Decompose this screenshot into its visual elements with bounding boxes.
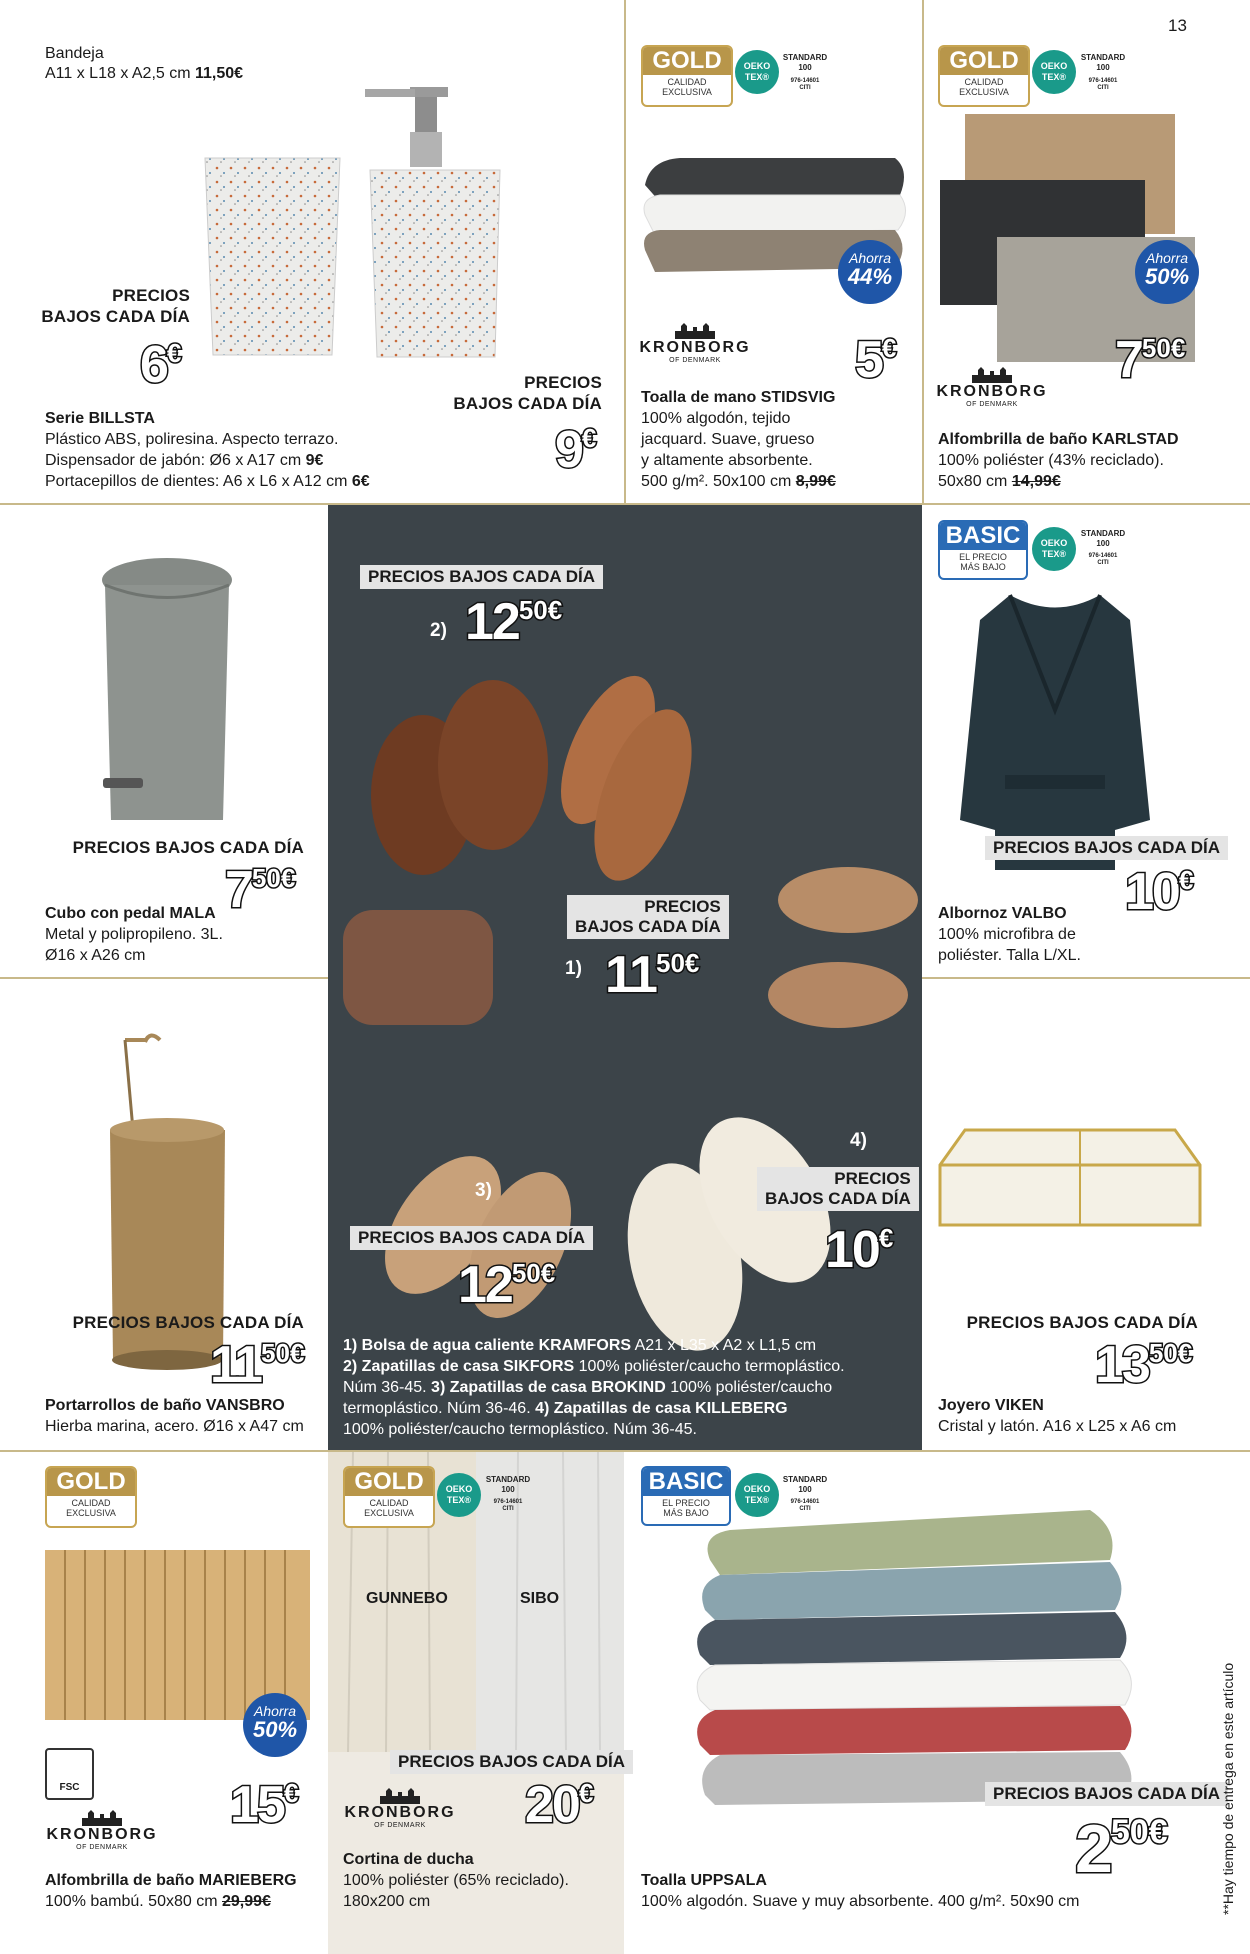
savings-badge: Ahorra 50%: [1135, 240, 1199, 304]
oeko-code-label: 976-14601 CITI: [493, 1499, 523, 1512]
divider: [624, 0, 626, 503]
everyday-low-price-label: PRECIOS BAJOS CADA DÍA: [41, 286, 190, 326]
castle-icon: [380, 1788, 420, 1804]
everyday-low-price-label: PRECIOS BAJOS CADA DÍA: [453, 373, 602, 413]
product-title: Toalla de mano STIDSVIG: [641, 389, 836, 406]
product-desc: 500 g/m². 50x100 cm 8,99€: [641, 473, 836, 490]
product-desc: 100% bambú. 50x80 cm 29,99€: [45, 1893, 271, 1910]
price-tag: $13^{50€}$: [1095, 1336, 1193, 1394]
product-title: Joyero VIKEN: [938, 1397, 1044, 1414]
gold-quality-badge: GOLD CALIDAD EXCLUSIVA: [45, 1466, 137, 1528]
item-number-label: 2): [430, 620, 447, 641]
oeko-standard-label: STANDARD 100: [485, 1475, 531, 1494]
oeko-standard-label: STANDARD 100: [782, 1475, 828, 1494]
oeko-tex-icon: OEKO TEX®: [1032, 50, 1076, 94]
oeko-code-label: 976-14601 CITI: [1088, 78, 1118, 91]
castle-icon: [675, 323, 715, 339]
kronborg-logo: KRONBORG OF DENMARK: [635, 323, 755, 364]
jewelry-box-image: [935, 1125, 1205, 1235]
price-tag: 6€: [140, 336, 182, 394]
castle-icon: [972, 367, 1012, 383]
product-title: Cortina de ducha: [343, 1851, 474, 1868]
price-tag: 5€: [855, 331, 897, 389]
oeko-code-label: 976-14601 CITI: [1088, 553, 1118, 566]
price-tag: 10€: [825, 1221, 894, 1279]
product-title: Alfombrilla de baño KARLSTAD: [938, 431, 1179, 448]
divider: [0, 1450, 1250, 1452]
price-tag: 9€: [555, 421, 597, 479]
item-number-label: 3): [475, 1180, 492, 1201]
product-title: Portarrollos de baño VANSBRO: [45, 1397, 285, 1414]
oeko-standard-label: STANDARD 100: [1080, 53, 1126, 72]
everyday-low-price-label: PRECIOS BAJOS CADA DÍA: [360, 565, 603, 589]
product-desc: Metal y polipropileno. 3L. Ø16 x A26 cm: [45, 926, 223, 964]
price-tag: $2^{50€}$: [1075, 1811, 1168, 1887]
everyday-low-price-label: PRECIOS BAJOS CADA DÍA: [985, 836, 1228, 860]
soap-dispenser-image: [365, 85, 505, 360]
divider: [922, 0, 924, 503]
product-desc: 100% algodón. Suave y muy absorbente. 400 g/m². 50x90 cm: [641, 1893, 1080, 1910]
towels-stack-image: [690, 1500, 1140, 1830]
everyday-low-price-label: PRECIOS BAJOS CADA DÍA: [567, 895, 729, 939]
product-desc: Portacepillos de dientes: A6 x L6 x A12 cm 6€: [45, 473, 370, 490]
everyday-low-price-label: PRECIOS BAJOS CADA DÍA: [757, 1167, 919, 1211]
product-desc: 100% poliéster (65% reciclado). 180x200 cm: [343, 1872, 569, 1910]
divider: [0, 977, 328, 979]
oeko-tex-icon: OEKO TEX®: [735, 1473, 779, 1517]
gold-quality-badge: GOLD CALIDAD EXCLUSIVA: [641, 45, 733, 107]
kronborg-logo: KRONBORG OF DENMARK: [932, 367, 1052, 408]
oeko-standard-label: STANDARD 100: [1080, 529, 1126, 548]
everyday-low-price-label: PRECIOS BAJOS CADA DÍA: [985, 1782, 1228, 1806]
item-number-label: 4): [850, 1130, 867, 1151]
product-desc: 100% poliéster (43% reciclado).: [938, 452, 1164, 469]
page-number: 13: [1168, 16, 1187, 35]
basic-price-badge: BASIC EL PRECIO MÁS BAJO: [938, 520, 1028, 580]
product-desc: 100% microfibra de poliéster. Talla L/XL.: [938, 926, 1081, 964]
product-desc: 100% algodón, tejido jacquard. Suave, grueso y altamente absorbente.: [641, 410, 815, 469]
terrazzo-tumbler-image: [200, 150, 345, 360]
curtain-name-label: GUNNEBO: [366, 1590, 448, 1607]
savings-badge: Ahorra 44%: [838, 240, 902, 304]
oeko-standard-label: STANDARD 100: [782, 53, 828, 72]
curtain-name-label: SIBO: [520, 1590, 560, 1607]
price-tag: 20€: [525, 1776, 594, 1834]
gold-quality-badge: GOLD CALIDAD EXCLUSIVA: [343, 1466, 435, 1528]
product-desc: Cristal y latón. A16 x L25 x A6 cm: [938, 1418, 1177, 1435]
product-desc: 50x80 cm 14,99€: [938, 473, 1061, 490]
bandeja-dims: A11 x L18 x A2,5 cm 11,50€: [45, 65, 244, 82]
price-tag: $11^{50€}$: [210, 1336, 305, 1394]
slippers-description: 1) Bolsa de agua caliente KRAMFORS A21 x L35 x A2 x L1,5 cm 2) Zapatillas de casa SIKFORS 100% poliéster/caucho termoplástico. Núm 36-45. 3) Zapatillas de casa BROKIND 100% poliéster/caucho termoplástico. Núm 36-46. 4) Zapatillas de casa KILLEBERG 100% poliéster/caucho termoplástico. Núm 36-45.: [343, 1337, 845, 1438]
item-number-label: 1): [565, 958, 582, 979]
everyday-low-price-label: PRECIOS BAJOS CADA DÍA: [72, 1313, 304, 1332]
savings-badge: Ahorra 50%: [243, 1693, 307, 1757]
product-title: Alfombrilla de baño MARIEBERG: [45, 1872, 297, 1889]
divider: [922, 977, 1250, 979]
bandeja-label: Bandeja: [45, 45, 104, 62]
castle-icon: [82, 1810, 122, 1826]
product-desc: Hierba marina, acero. Ø16 x A47 cm: [45, 1418, 304, 1435]
kronborg-logo: KRONBORG OF DENMARK: [340, 1788, 460, 1829]
price-tag: $7^{50€}$: [1115, 331, 1186, 389]
everyday-low-price-label: PRECIOS BAJOS CADA DÍA: [390, 1750, 633, 1774]
product-title: Serie BILLSTA: [45, 410, 155, 427]
kronborg-logo: KRONBORG OF DENMARK: [42, 1810, 162, 1851]
oeko-tex-icon: OEKO TEX®: [1032, 527, 1076, 571]
price-tag: $12^{50€}$: [458, 1256, 556, 1314]
oeko-tex-icon: OEKO TEX®: [437, 1473, 481, 1517]
product-title: Cubo con pedal MALA: [45, 905, 216, 922]
price-tag: $12^{50€}$: [465, 593, 563, 651]
price-tag: $11^{50€}$: [605, 946, 700, 1004]
everyday-low-price-label: PRECIOS BAJOS CADA DÍA: [72, 838, 304, 857]
price-tag: $7^{50€}$: [225, 861, 296, 919]
price-tag: 10€: [1125, 863, 1194, 921]
pedal-bin-image: [95, 550, 245, 830]
product-title: Albornoz VALBO: [938, 905, 1067, 922]
basic-price-badge: BASIC EL PRECIO MÁS BAJO: [641, 1466, 731, 1526]
oeko-code-label: 976-14601 CITI: [790, 78, 820, 91]
delivery-footnote: **Hay tiempo de entrega en este artículo: [1220, 1662, 1236, 1915]
product-desc: Plástico ABS, poliresina. Aspecto terrazo.: [45, 431, 339, 448]
everyday-low-price-label: PRECIOS BAJOS CADA DÍA: [350, 1226, 593, 1250]
fsc-icon: FSC: [45, 1748, 94, 1800]
everyday-low-price-label: PRECIOS BAJOS CADA DÍA: [966, 1313, 1198, 1332]
bathrobe-image: [955, 590, 1155, 875]
product-desc: Dispensador de jabón: Ø6 x A17 cm 9€: [45, 452, 324, 469]
price-tag: 15€: [230, 1776, 299, 1834]
oeko-code-label: 976-14601 CITI: [790, 1499, 820, 1512]
product-title: Toalla UPPSALA: [641, 1872, 767, 1889]
oeko-tex-icon: OEKO TEX®: [735, 50, 779, 94]
gold-quality-badge: GOLD CALIDAD EXCLUSIVA: [938, 45, 1030, 107]
